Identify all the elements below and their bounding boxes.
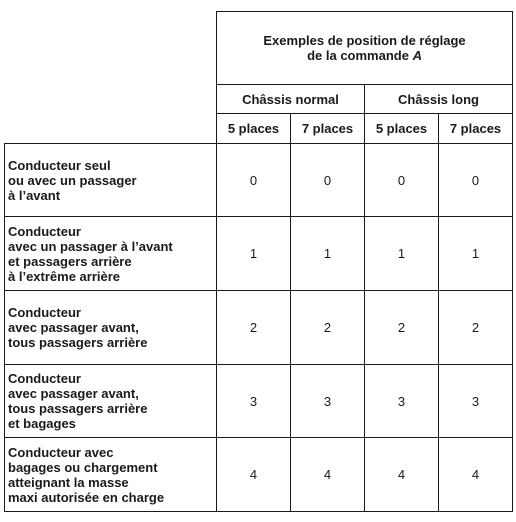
row-label-line: atteignant la masse [8, 474, 129, 490]
table-title-line1: Exemples de position de réglage [263, 33, 466, 48]
value-cell: 1 [291, 217, 365, 291]
row-label-line: Conducteur [8, 305, 81, 320]
subheader-long-7: 7 places [439, 114, 513, 144]
group-header-long: Châssis long [365, 85, 513, 114]
row-label [5, 438, 217, 512]
table-row [5, 144, 513, 217]
value-cell: 2 [365, 291, 439, 365]
row-label [5, 291, 217, 365]
value-cell: 0 [365, 144, 439, 217]
row-label-line: maxi autorisée en charge [8, 489, 165, 505]
table-row [5, 365, 513, 438]
table-row [5, 217, 513, 291]
row-label-line: Conducteur [8, 371, 81, 386]
row-label [5, 365, 217, 438]
value-cell: 0 [217, 144, 291, 217]
value-cell: 3 [365, 365, 439, 438]
value-cell: 4 [217, 438, 291, 512]
row-label-line: Conducteur seul [8, 157, 111, 173]
corner-blank-cell [5, 85, 217, 114]
value-cell: 1 [217, 217, 291, 291]
row-label-line: avec passager avant, [8, 320, 139, 335]
adjustment-table [4, 11, 513, 512]
row-label-line: bagages ou chargement [8, 459, 158, 475]
row-label-line: à l’avant [8, 187, 61, 203]
corner-blank-cell [5, 12, 217, 85]
table-title [217, 12, 513, 85]
row-label-line: à l’extrême arrière [8, 268, 121, 284]
value-cell: 2 [291, 291, 365, 365]
subheader-normal-5: 5 places [217, 114, 291, 144]
row-label-line: tous passagers arrière [8, 401, 148, 416]
row-label [5, 217, 217, 291]
value-cell: 3 [217, 365, 291, 438]
row-label-line: tous passagers arrière [8, 335, 148, 350]
row-label-line: avec passager avant, [8, 386, 139, 401]
value-cell: 1 [439, 217, 513, 291]
row-label-line: Conducteur [8, 223, 81, 239]
value-cell: 4 [365, 438, 439, 512]
value-cell: 0 [439, 144, 513, 217]
header-row-subheaders [5, 114, 513, 144]
value-cell: 4 [439, 438, 513, 512]
value-cell: 2 [217, 291, 291, 365]
row-label-line: et bagages [8, 416, 76, 431]
table-row [5, 438, 513, 512]
value-cell: 0 [291, 144, 365, 217]
value-cell: 4 [291, 438, 365, 512]
row-label-line: avec un passager à l’avant [8, 238, 173, 254]
subheader-normal-7: 7 places [291, 114, 365, 144]
subheader-long-5: 5 places [365, 114, 439, 144]
table-title-line2 [217, 48, 512, 63]
row-label [5, 144, 217, 217]
command-variable: A [412, 48, 422, 63]
value-cell: 1 [365, 217, 439, 291]
value-cell: 2 [439, 291, 513, 365]
corner-blank-cell [5, 114, 217, 144]
header-row-title [5, 12, 513, 85]
row-label-line: et passagers arrière [8, 253, 132, 269]
header-row-groups [5, 85, 513, 114]
table-row [5, 291, 513, 365]
table-title-line2-prefix: de la commande [307, 48, 413, 63]
row-label-line: ou avec un passager [8, 172, 137, 188]
value-cell: 3 [291, 365, 365, 438]
group-header-normal: Châssis normal [217, 85, 365, 114]
value-cell: 3 [439, 365, 513, 438]
row-label-line: Conducteur avec [8, 444, 114, 460]
